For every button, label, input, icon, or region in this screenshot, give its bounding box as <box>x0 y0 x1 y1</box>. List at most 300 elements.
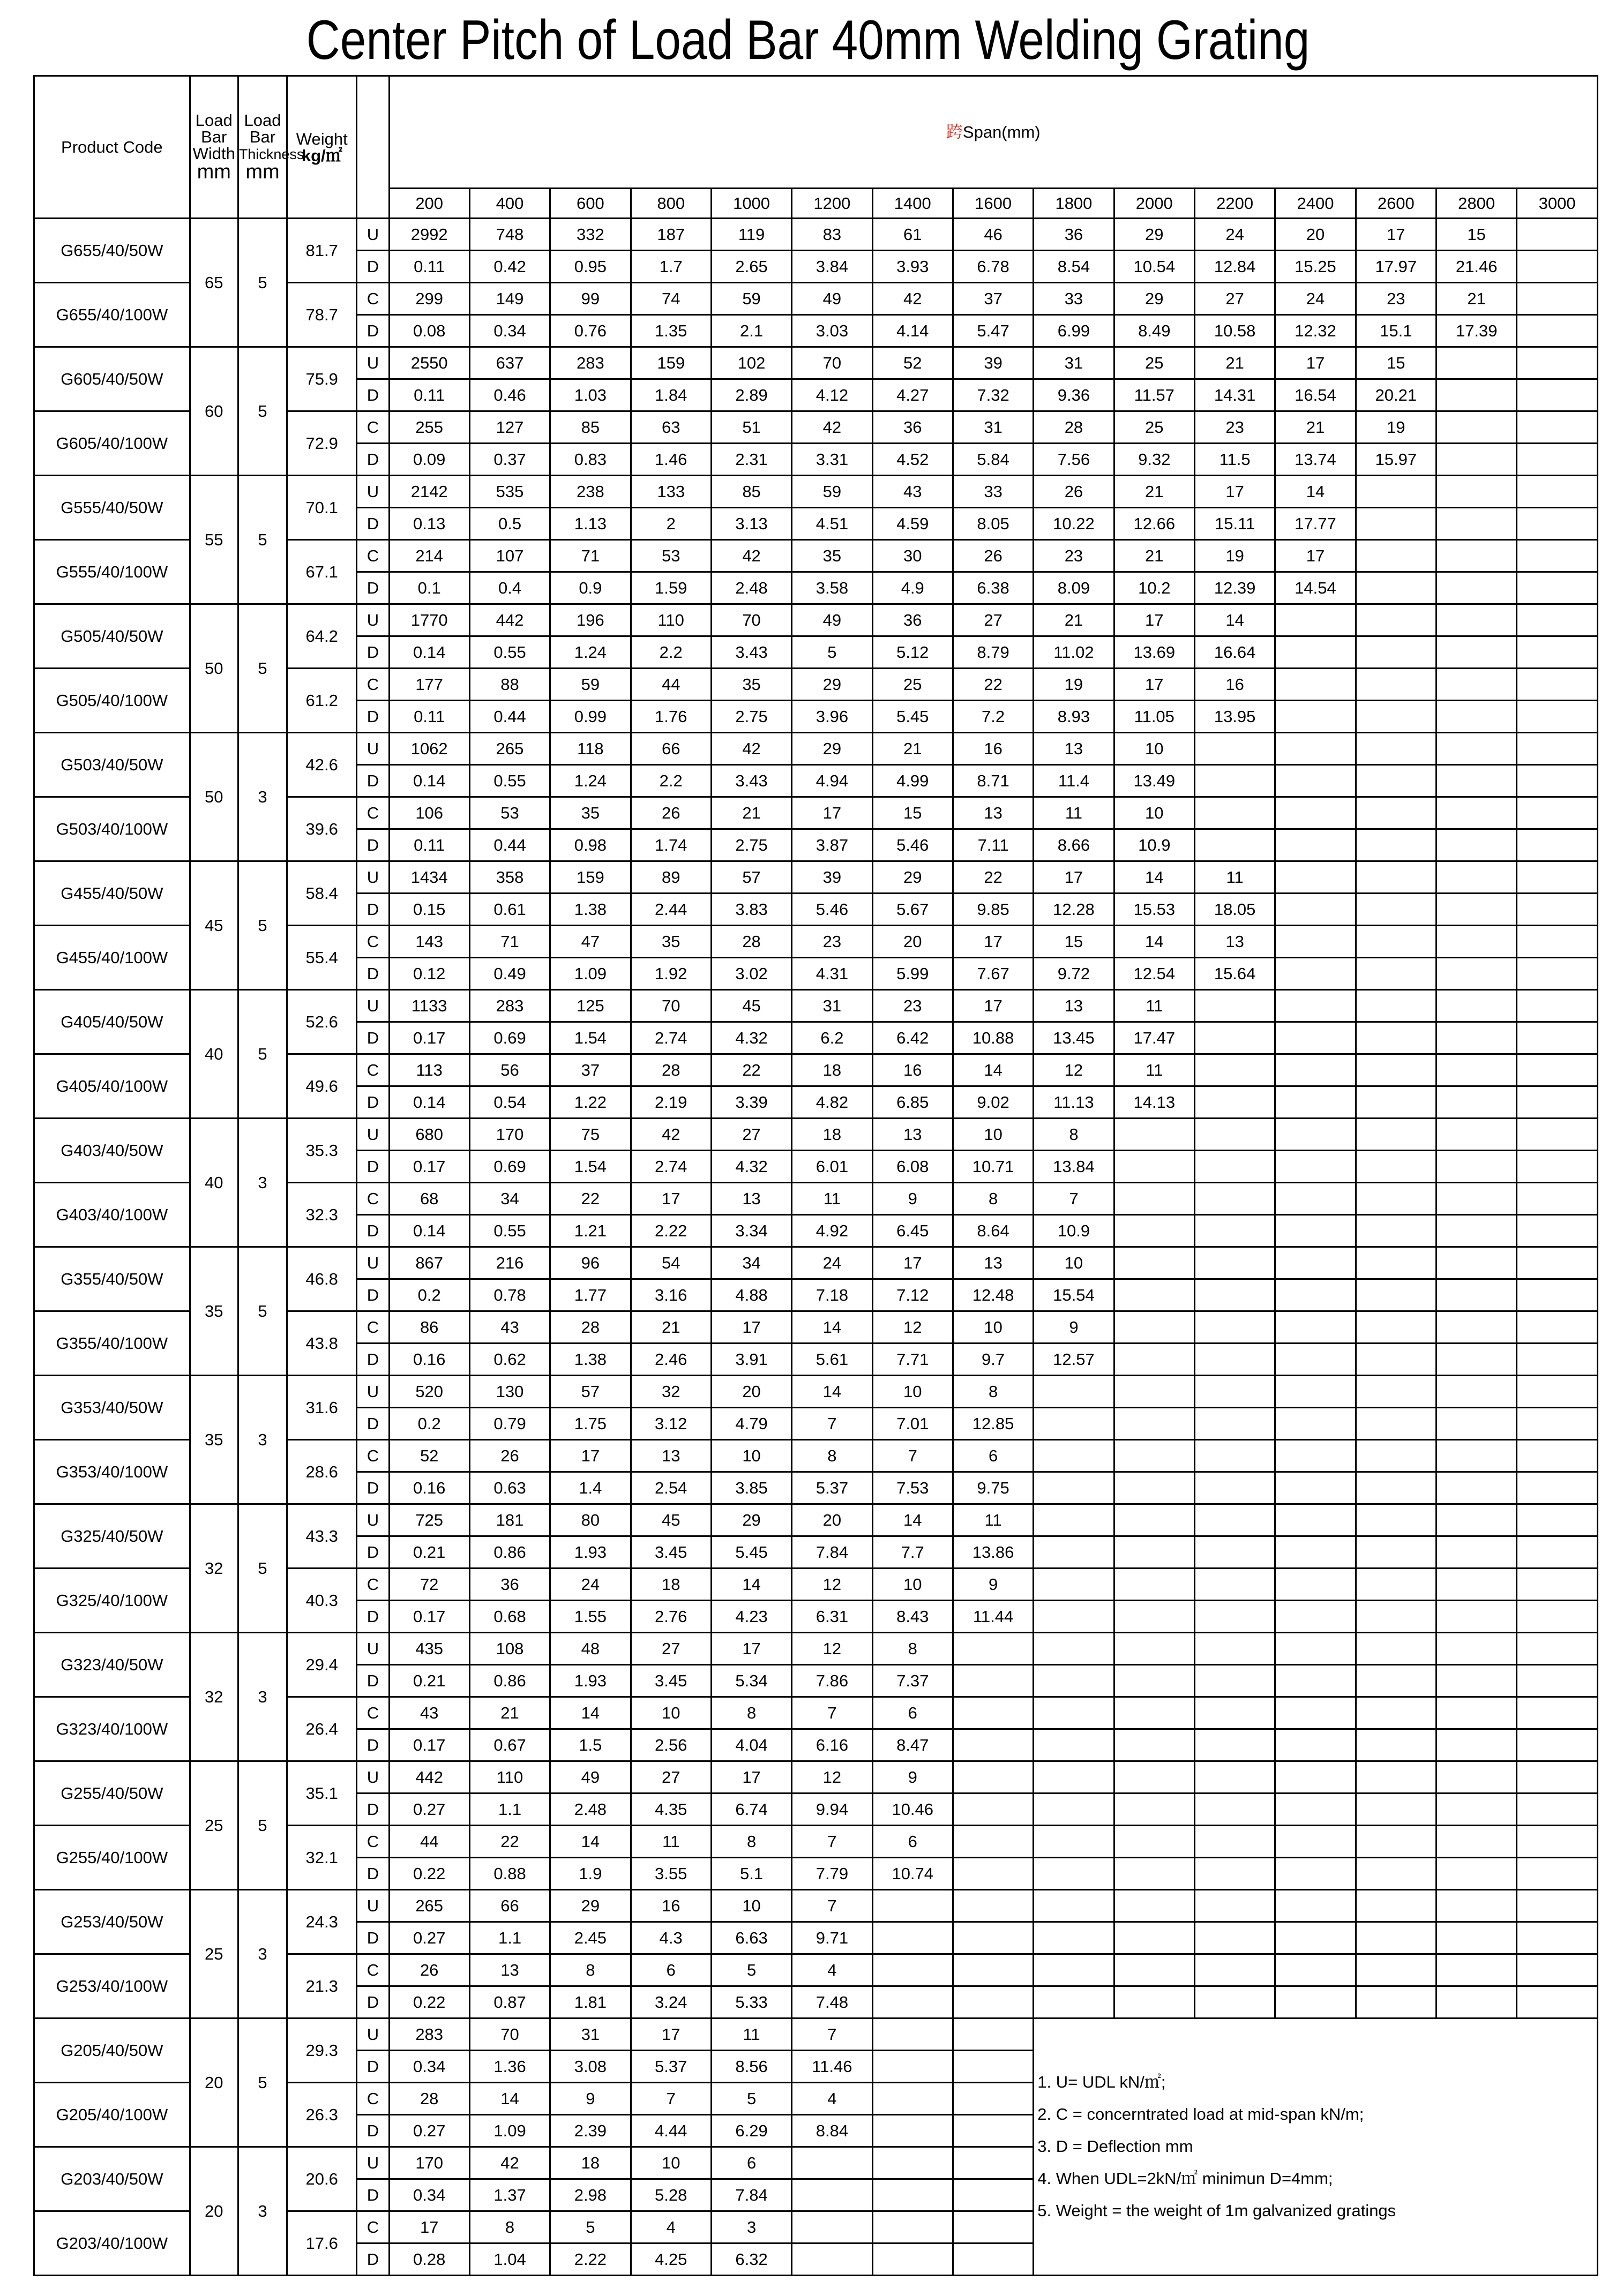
table-row <box>34 1247 1598 1279</box>
value-cell: 125 <box>550 990 631 1022</box>
value-cell <box>1275 636 1356 669</box>
value-cell <box>1275 829 1356 861</box>
value-cell: 7.37 <box>872 1665 953 1697</box>
value-cell: 0.79 <box>469 1408 550 1440</box>
value-cell: 9.7 <box>953 1344 1033 1376</box>
value-cell: 21 <box>1275 411 1356 444</box>
product-code: G205/40/50W <box>34 2019 190 2083</box>
value-cell: 6.08 <box>872 1151 953 1183</box>
value-cell: 13 <box>872 1119 953 1151</box>
load-type: U <box>357 1119 389 1151</box>
value-cell <box>1517 797 1598 829</box>
weight-value: 78.7 <box>287 283 357 347</box>
value-cell: 70 <box>469 2019 550 2051</box>
value-cell <box>1517 1697 1598 1729</box>
product-code: G505/40/100W <box>34 669 190 733</box>
value-cell: 17 <box>1275 540 1356 572</box>
value-cell: 14 <box>550 1697 631 1729</box>
value-cell: 7.53 <box>872 1472 953 1504</box>
value-cell: 442 <box>469 604 550 636</box>
value-cell: 2.48 <box>711 572 791 604</box>
value-cell: 3.39 <box>711 1086 791 1119</box>
value-cell <box>1034 1826 1114 1858</box>
value-cell <box>1356 926 1436 958</box>
value-cell: 15.11 <box>1194 508 1275 540</box>
load-type: C <box>357 797 389 829</box>
value-cell: 2.54 <box>631 1472 711 1504</box>
value-cell: 133 <box>631 476 711 508</box>
load-type: U <box>357 990 389 1022</box>
load-bar-width: 25 <box>190 1761 238 1890</box>
value-cell: 1.04 <box>469 2244 550 2276</box>
product-code: G503/40/100W <box>34 797 190 861</box>
value-cell <box>792 2211 872 2244</box>
value-cell <box>1194 1890 1275 1922</box>
value-cell <box>1356 829 1436 861</box>
value-cell: 13.84 <box>1034 1151 1114 1183</box>
value-cell <box>1275 1344 1356 1376</box>
value-cell: 17 <box>631 1183 711 1215</box>
load-type: D <box>357 1729 389 1761</box>
product-code: G403/40/100W <box>34 1183 190 1247</box>
value-cell <box>1517 1536 1598 1569</box>
value-cell <box>1356 1890 1436 1922</box>
value-cell: 13 <box>1194 926 1275 958</box>
table-row <box>34 1761 1598 1794</box>
value-cell: 0.55 <box>469 765 550 797</box>
value-cell: 1.09 <box>550 958 631 990</box>
load-type: C <box>357 1569 389 1601</box>
value-cell <box>1356 572 1436 604</box>
value-cell: 14.31 <box>1194 379 1275 411</box>
load-bar-width: 65 <box>190 219 238 347</box>
value-cell <box>872 2051 953 2083</box>
value-cell <box>1517 508 1598 540</box>
value-cell <box>1114 1697 1194 1729</box>
value-cell: 13.95 <box>1194 701 1275 733</box>
value-cell: 3.45 <box>631 1665 711 1697</box>
weight-value: 67.1 <box>287 540 357 604</box>
value-cell <box>1356 1408 1436 1440</box>
value-cell <box>1517 1665 1598 1697</box>
value-cell: 2.56 <box>631 1729 711 1761</box>
load-type: D <box>357 958 389 990</box>
value-cell: 18 <box>792 1054 872 1086</box>
value-cell: 0.17 <box>389 1601 469 1633</box>
value-cell: 0.34 <box>389 2051 469 2083</box>
value-cell: 85 <box>550 411 631 444</box>
value-cell: 48 <box>550 1633 631 1665</box>
value-cell: 22 <box>469 1826 550 1858</box>
value-cell: 0.17 <box>389 1729 469 1761</box>
load-type: D <box>357 572 389 604</box>
value-cell: 7.79 <box>792 1858 872 1890</box>
value-cell: 8.56 <box>711 2051 791 2083</box>
value-cell <box>1356 1472 1436 1504</box>
value-cell: 159 <box>631 347 711 379</box>
value-cell <box>1356 701 1436 733</box>
value-cell: 21.46 <box>1436 251 1516 283</box>
load-type: D <box>357 1472 389 1504</box>
load-bar-thickness: 3 <box>238 2147 287 2276</box>
value-cell: 181 <box>469 1504 550 1536</box>
value-cell <box>1275 797 1356 829</box>
value-cell <box>1517 283 1598 315</box>
value-cell <box>1275 1247 1356 1279</box>
value-cell: 34 <box>711 1247 791 1279</box>
value-cell: 0.17 <box>389 1151 469 1183</box>
value-cell: 0.83 <box>550 444 631 476</box>
value-cell: 1.75 <box>550 1408 631 1440</box>
value-cell: 149 <box>469 283 550 315</box>
value-cell: 29 <box>550 1890 631 1922</box>
value-cell <box>1114 1858 1194 1890</box>
value-cell <box>953 2115 1033 2147</box>
value-cell: 35 <box>550 797 631 829</box>
value-cell <box>1436 1151 1516 1183</box>
value-cell <box>1356 1022 1436 1054</box>
value-cell: 9.72 <box>1034 958 1114 990</box>
value-cell <box>792 2244 872 2276</box>
value-cell: 19 <box>1194 540 1275 572</box>
load-bar-thickness: 3 <box>238 733 287 861</box>
span-header-cell: 2000 <box>1114 189 1194 219</box>
product-code: G253/40/100W <box>34 1954 190 2019</box>
value-cell: 56 <box>469 1054 550 1086</box>
load-type: U <box>357 861 389 894</box>
value-cell: 8 <box>792 1440 872 1472</box>
value-cell <box>1517 1344 1598 1376</box>
value-cell: 9 <box>872 1761 953 1794</box>
value-cell: 6.38 <box>953 572 1033 604</box>
value-cell: 8.49 <box>1114 315 1194 347</box>
value-cell: 5 <box>711 1954 791 1986</box>
value-cell: 159 <box>550 861 631 894</box>
value-cell <box>1034 1665 1114 1697</box>
value-cell <box>1517 958 1598 990</box>
value-cell <box>1436 765 1516 797</box>
value-cell: 2.75 <box>711 701 791 733</box>
value-cell <box>1194 1215 1275 1247</box>
value-cell <box>1436 1311 1516 1344</box>
table-row <box>34 1504 1598 1536</box>
value-cell: 1.76 <box>631 701 711 733</box>
value-cell: 2.2 <box>631 636 711 669</box>
value-cell <box>1275 1119 1356 1151</box>
value-cell <box>1436 1279 1516 1311</box>
value-cell: 17 <box>1034 861 1114 894</box>
value-cell: 5 <box>711 2083 791 2115</box>
value-cell <box>1194 1472 1275 1504</box>
notes-cell <box>1034 2019 1598 2276</box>
value-cell <box>1356 476 1436 508</box>
notes <box>1037 2019 1597 2227</box>
value-cell: 4.12 <box>792 379 872 411</box>
value-cell: 44 <box>389 1826 469 1858</box>
value-cell: 43 <box>872 476 953 508</box>
value-cell <box>1517 1311 1598 1344</box>
value-cell: 29 <box>711 1504 791 1536</box>
value-cell <box>1356 958 1436 990</box>
value-cell: 44 <box>631 669 711 701</box>
value-cell: 10.9 <box>1114 829 1194 861</box>
value-cell: 2.75 <box>711 829 791 861</box>
value-cell: 16 <box>1194 669 1275 701</box>
value-cell: 110 <box>631 604 711 636</box>
value-cell: 4.79 <box>711 1408 791 1440</box>
value-cell: 10 <box>711 1440 791 1472</box>
value-cell: 17 <box>1356 219 1436 251</box>
value-cell: 32 <box>631 1376 711 1408</box>
value-cell: 20 <box>792 1504 872 1536</box>
value-cell: 96 <box>550 1247 631 1279</box>
value-cell <box>1356 733 1436 765</box>
value-cell: 21 <box>1114 540 1194 572</box>
value-cell: 6 <box>631 1954 711 1986</box>
value-cell: 19 <box>1034 669 1114 701</box>
value-cell: 13.45 <box>1034 1022 1114 1054</box>
value-cell: 2.44 <box>631 894 711 926</box>
value-cell: 0.4 <box>469 572 550 604</box>
value-cell <box>1436 1408 1516 1440</box>
value-cell: 29 <box>1114 283 1194 315</box>
value-cell <box>1034 1472 1114 1504</box>
value-cell <box>872 2083 953 2115</box>
value-cell: 535 <box>469 476 550 508</box>
value-cell: 4.31 <box>792 958 872 990</box>
product-code: G203/40/50W <box>34 2147 190 2211</box>
value-cell <box>1436 1729 1516 1761</box>
value-cell: 0.14 <box>389 1215 469 1247</box>
table-row <box>34 476 1598 508</box>
value-cell <box>1194 1986 1275 2019</box>
weight-value: 55.4 <box>287 926 357 990</box>
value-cell <box>1517 1504 1598 1536</box>
value-cell <box>1275 1761 1356 1794</box>
value-cell <box>1436 1986 1516 2019</box>
value-cell <box>1517 894 1598 926</box>
weight-value: 70.1 <box>287 476 357 540</box>
value-cell: 4.44 <box>631 2115 711 2147</box>
value-cell <box>1194 1536 1275 1569</box>
value-cell: 2142 <box>389 476 469 508</box>
value-cell: 5 <box>550 2211 631 2244</box>
product-code: G255/40/100W <box>34 1826 190 1890</box>
value-cell <box>1436 540 1516 572</box>
value-cell <box>1114 1569 1194 1601</box>
value-cell <box>792 2179 872 2211</box>
value-cell <box>872 2211 953 2244</box>
value-cell: 332 <box>550 219 631 251</box>
value-cell: 0.61 <box>469 894 550 926</box>
value-cell: 21 <box>1436 283 1516 315</box>
value-cell: 4.94 <box>792 765 872 797</box>
value-cell: 16 <box>953 733 1033 765</box>
value-cell <box>1436 636 1516 669</box>
value-cell: 1.59 <box>631 572 711 604</box>
load-type: D <box>357 1601 389 1633</box>
value-cell: 0.14 <box>389 636 469 669</box>
load-type: D <box>357 2115 389 2147</box>
value-cell <box>1436 1954 1516 1986</box>
value-cell: 0.42 <box>469 251 550 283</box>
value-cell: 7 <box>792 1890 872 1922</box>
value-cell: 0.88 <box>469 1858 550 1890</box>
value-cell <box>1194 1086 1275 1119</box>
weight-value: 24.3 <box>287 1890 357 1954</box>
value-cell: 7.2 <box>953 701 1033 733</box>
value-cell <box>1356 508 1436 540</box>
value-cell <box>1275 1215 1356 1247</box>
product-code: G353/40/50W <box>34 1376 190 1440</box>
weight-value: 35.3 <box>287 1119 357 1183</box>
value-cell <box>1517 1183 1598 1215</box>
value-cell: 0.78 <box>469 1279 550 1311</box>
load-type: D <box>357 701 389 733</box>
value-cell <box>1517 1279 1598 1311</box>
load-bar-width: 40 <box>190 1119 238 1247</box>
value-cell: 5.45 <box>711 1536 791 1569</box>
value-cell <box>1517 1826 1598 1858</box>
load-bar-width: 25 <box>190 1890 238 2019</box>
value-cell: 9.02 <box>953 1086 1033 1119</box>
value-cell <box>1356 1569 1436 1601</box>
value-cell <box>1517 1408 1598 1440</box>
value-cell: 23 <box>792 926 872 958</box>
value-cell: 1062 <box>389 733 469 765</box>
value-cell: 15.53 <box>1114 894 1194 926</box>
value-cell: 21 <box>1034 604 1114 636</box>
value-cell <box>953 2019 1033 2051</box>
value-cell <box>1114 1183 1194 1215</box>
value-cell: 8 <box>711 1826 791 1858</box>
value-cell: 8.84 <box>792 2115 872 2147</box>
value-cell <box>872 1954 953 1986</box>
value-cell <box>1114 1633 1194 1665</box>
value-cell: 283 <box>389 2019 469 2051</box>
value-cell: 0.62 <box>469 1344 550 1376</box>
value-cell: 6.63 <box>711 1922 791 1954</box>
value-cell: 2.19 <box>631 1086 711 1119</box>
value-cell <box>1517 1633 1598 1665</box>
load-type: C <box>357 2083 389 2115</box>
value-cell: 8.09 <box>1034 572 1114 604</box>
value-cell: 0.15 <box>389 894 469 926</box>
weight-value: 32.3 <box>287 1183 357 1247</box>
value-cell: 7.84 <box>792 1536 872 1569</box>
value-cell: 17 <box>631 2019 711 2051</box>
value-cell <box>953 2083 1033 2115</box>
value-cell <box>1436 733 1516 765</box>
value-cell: 3.31 <box>792 444 872 476</box>
value-cell: 265 <box>389 1890 469 1922</box>
value-cell: 28 <box>1034 411 1114 444</box>
value-cell: 8.43 <box>872 1601 953 1633</box>
value-cell: 29 <box>792 733 872 765</box>
value-cell <box>1517 1986 1598 2019</box>
value-cell: 2.46 <box>631 1344 711 1376</box>
product-code: G505/40/50W <box>34 604 190 669</box>
value-cell: 0.2 <box>389 1408 469 1440</box>
value-cell: 0.37 <box>469 444 550 476</box>
value-cell: 3.93 <box>872 251 953 283</box>
value-cell: 13 <box>631 1440 711 1472</box>
value-cell <box>1356 669 1436 701</box>
value-cell: 0.21 <box>389 1536 469 1569</box>
value-cell: 1.03 <box>550 379 631 411</box>
table-row <box>34 733 1598 765</box>
value-cell <box>1114 1536 1194 1569</box>
value-cell: 83 <box>792 219 872 251</box>
value-cell: 11 <box>1034 797 1114 829</box>
value-cell: 21 <box>872 733 953 765</box>
value-cell: 17.97 <box>1356 251 1436 283</box>
value-cell <box>1356 604 1436 636</box>
value-cell: 26 <box>953 540 1033 572</box>
value-cell <box>1114 1986 1194 2019</box>
value-cell: 2.65 <box>711 251 791 283</box>
load-bar-width: 32 <box>190 1504 238 1633</box>
value-cell: 24 <box>792 1247 872 1279</box>
value-cell <box>1517 765 1598 797</box>
value-cell <box>1275 1954 1356 1986</box>
value-cell: 71 <box>550 540 631 572</box>
value-cell: 0.67 <box>469 1729 550 1761</box>
value-cell <box>1114 1761 1194 1794</box>
value-cell: 1.74 <box>631 829 711 861</box>
value-cell <box>1436 701 1516 733</box>
value-cell: 10.58 <box>1194 315 1275 347</box>
value-cell: 35 <box>711 669 791 701</box>
value-cell: 1.9 <box>550 1858 631 1890</box>
value-cell: 725 <box>389 1504 469 1536</box>
value-cell <box>1275 669 1356 701</box>
value-cell: 52 <box>872 347 953 379</box>
value-cell: 0.08 <box>389 315 469 347</box>
value-cell: 14 <box>1194 604 1275 636</box>
value-cell <box>953 2179 1033 2211</box>
value-cell: 14 <box>1114 861 1194 894</box>
value-cell: 0.11 <box>389 701 469 733</box>
value-cell: 0.14 <box>389 765 469 797</box>
value-cell: 106 <box>389 797 469 829</box>
value-cell: 3.83 <box>711 894 791 926</box>
value-cell <box>1517 733 1598 765</box>
value-cell: 13 <box>953 797 1033 829</box>
weight-value: 29.4 <box>287 1633 357 1697</box>
load-type: C <box>357 1311 389 1344</box>
value-cell: 28 <box>550 1311 631 1344</box>
value-cell <box>1194 1022 1275 1054</box>
value-cell <box>1356 1311 1436 1344</box>
value-cell: 42 <box>792 411 872 444</box>
value-cell: 637 <box>469 347 550 379</box>
value-cell: 66 <box>469 1890 550 1922</box>
value-cell: 1.77 <box>550 1279 631 1311</box>
load-type: C <box>357 2211 389 2244</box>
value-cell: 6.99 <box>1034 315 1114 347</box>
value-cell: 3.03 <box>792 315 872 347</box>
value-cell: 2.22 <box>550 2244 631 2276</box>
value-cell: 11.5 <box>1194 444 1275 476</box>
value-cell: 21 <box>1194 347 1275 379</box>
value-cell <box>1436 1633 1516 1665</box>
value-cell <box>872 2244 953 2276</box>
value-cell <box>1114 1954 1194 1986</box>
value-cell: 42 <box>872 283 953 315</box>
value-cell <box>1436 1472 1516 1504</box>
value-cell <box>1275 1279 1356 1311</box>
